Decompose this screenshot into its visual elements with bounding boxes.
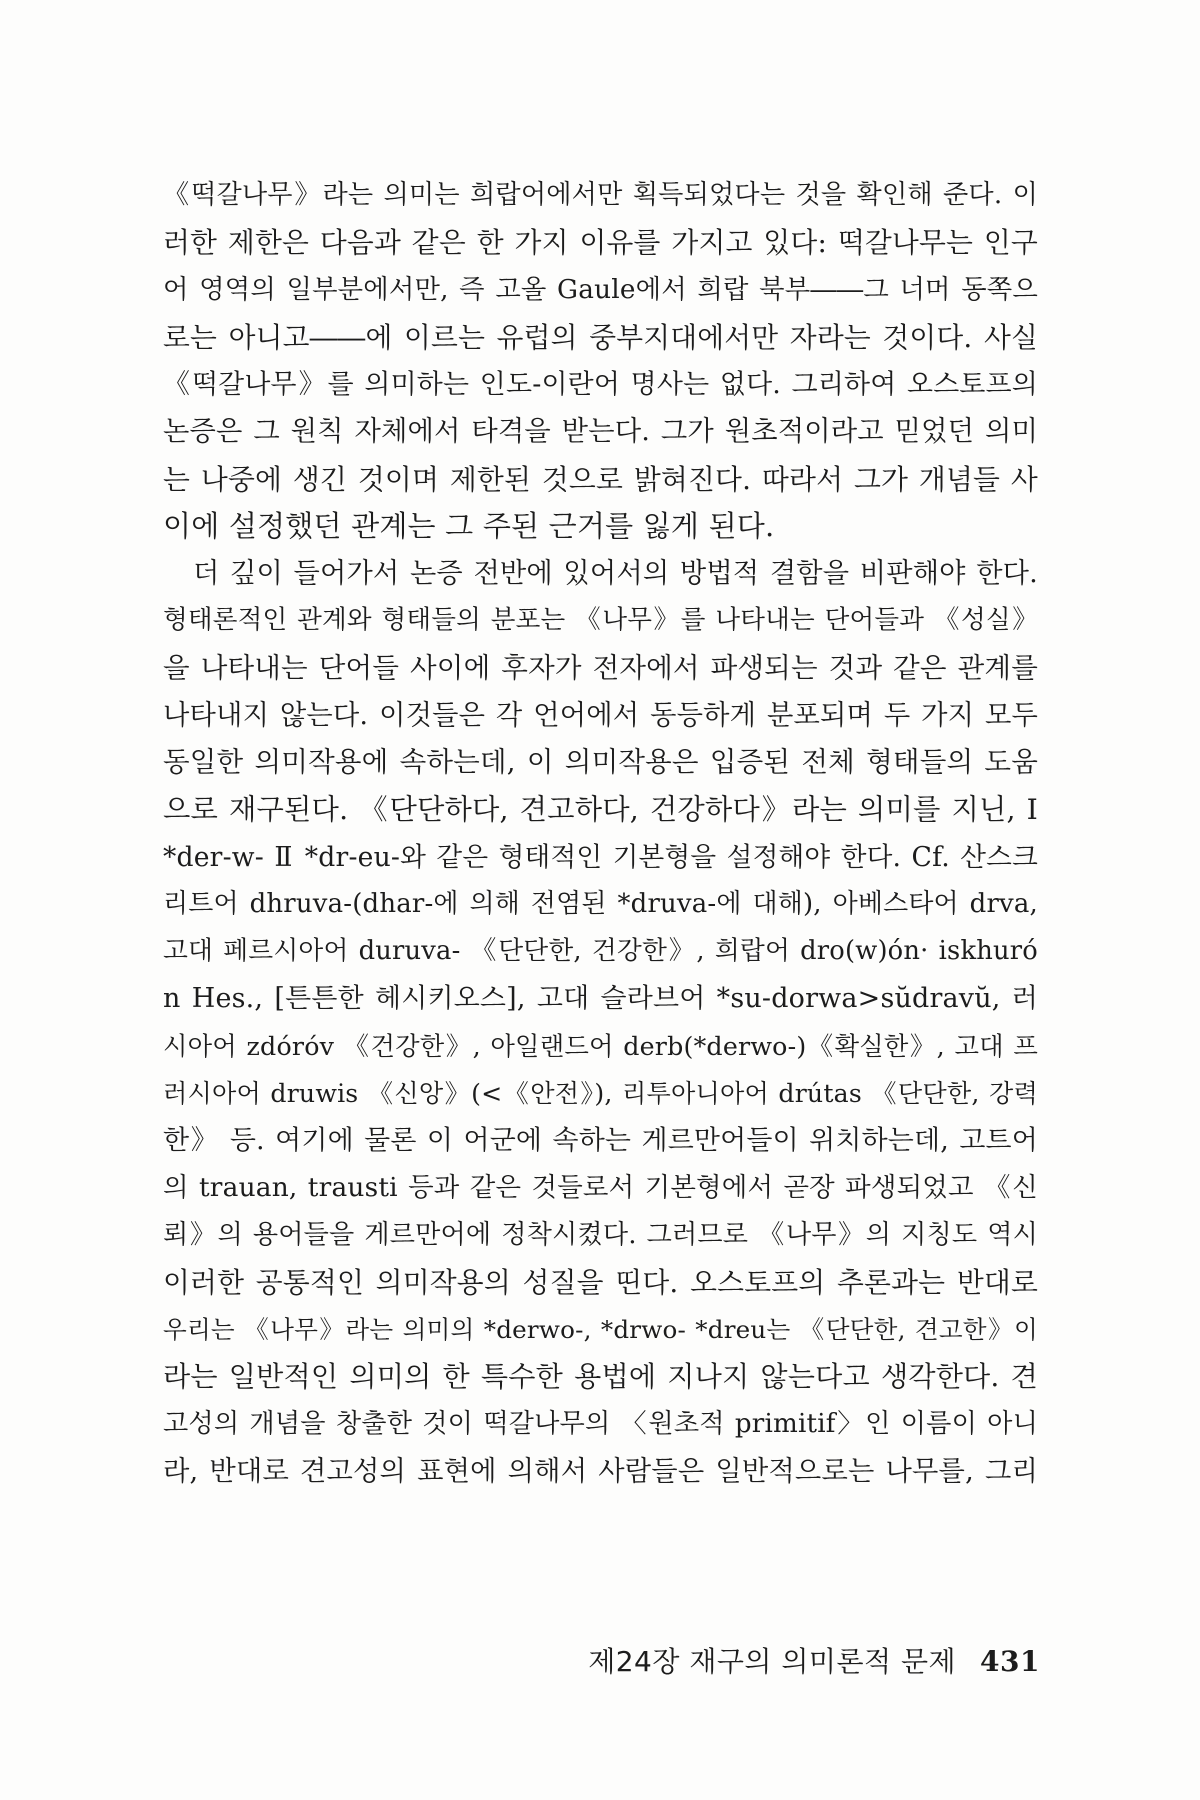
- text-line: 《떡갈나무》라는 의미는 희랍어에서만 획득되었다는 것을 확인해 준다. 이: [163, 180, 1038, 210]
- text-line: 이러한 공통적인 의미작용의 성질을 띤다. 오스토프의 추론과는 반대로: [163, 1265, 1038, 1299]
- paragraph-start-line: 더 깊이 들어가서 논증 전반에 있어서의 방법적 결함을 비판해야 한다.: [193, 558, 1038, 589]
- text-line: 우리는 《나무》라는 의미의 *derwo-, *drwo- *dreu는 《단단한, 견고한》이: [163, 1315, 1038, 1344]
- running-title: 제24장 재구의 의미론적 문제: [588, 1645, 957, 1678]
- text-line: 로는 아니고――에 이르는 유럽의 중부지대에서만 자라는 것이다. 사실: [163, 320, 1038, 354]
- text-line: 리트어 dhruva-(dhar-에 의해 전염된 *druva-에 대해), 아베스타어 drva,: [163, 888, 1038, 919]
- text-line: 나타내지 않는다. 이것들은 각 언어에서 동등하게 분포되며 두 가지 모두: [163, 699, 1038, 731]
- text-line: 라, 반대로 견고성의 표현에 의해서 사람들은 일반적으로는 나무를, 그리: [163, 1455, 1038, 1487]
- text-line: 라는 일반적인 의미의 한 특수한 용법에 지나지 않는다고 생각한다. 견: [163, 1360, 1038, 1394]
- text-line: *der-w- Ⅱ *dr-eu-와 같은 형태적인 기본형을 설정해야 한다. Cf. 산스크: [163, 841, 1038, 873]
- text-line: 시아어 zdórόv 《건강한》, 아일랜드어 derb(*derwo-)《확실한》, 고대 프: [163, 1030, 1038, 1061]
- text-line: 으로 재구된다. 《단단하다, 견고하다, 건강하다》라는 의미를 지닌, Ⅰ: [163, 793, 1038, 827]
- text-line: 형태론적인 관계와 형태들의 분포는 《나무》를 나타내는 단어들과 《성실》: [163, 605, 1038, 636]
- text-line: 러시아어 druwis 《신앙》(<《안전》), 리투아니아어 drútas 《단단한, 강력: [163, 1078, 1038, 1108]
- text-line: n Hes., [튼튼한 헤시키오스], 고대 슬라브어 *su-dorwa>sŭdravŭ, 러: [163, 983, 1038, 1015]
- text-line: 이에 설정했던 관계는 그 주된 근거를 잃게 된다.: [163, 508, 775, 543]
- page-number: 431: [980, 1645, 1040, 1678]
- text-line: 동일한 의미작용에 속하는데, 이 의미작용은 입증된 전체 형태들의 도움: [163, 746, 1038, 778]
- text-line: 는 나중에 생긴 것이며 제한된 것으로 밝혀진다. 따라서 그가 개념들 사: [163, 462, 1038, 496]
- text-line: 의 trauan, trausti 등과 같은 것들로서 기본형에서 곧장 파생되었고 《신: [163, 1172, 1038, 1204]
- text-line: 고성의 개념을 창출한 것이 떡갈나무의 〈원초적 primitif〉인 이름이 아니: [163, 1408, 1038, 1439]
- text-line: 《떡갈나무》를 의미하는 인도-이란어 명사는 없다. 그리하여 오스토프의: [163, 369, 1038, 400]
- text-line: 한》 등. 여기에 물론 이 어군에 속하는 게르만어들이 위치하는데, 고트어: [163, 1125, 1038, 1156]
- text-line: 어 영역의 일부분에서만, 즉 고올 Gaule에서 희랍 북부――그 너머 동쪽으: [163, 274, 1038, 305]
- body-text: [163, 172, 1038, 1495]
- text-line: 논증은 그 원칙 자체에서 타격을 받는다. 그가 원초적이라고 믿었던 의미: [163, 416, 1038, 448]
- text-line: 을 나타내는 단어들 사이에 후자가 전자에서 파생되는 것과 같은 관계를: [163, 651, 1038, 684]
- text-line: 뢰》의 용어들을 게르만어에 정착시켰다. 그러므로 《나무》의 지칭도 역시: [163, 1219, 1038, 1250]
- text-line: 고대 페르시아어 duruva- 《단단한, 건강한》, 희랍어 dro(w)ón· iskhuró: [163, 936, 1038, 966]
- text-line: 러한 제한은 다음과 같은 한 가지 이유를 가지고 있다: 떡갈나무는 인구: [163, 226, 1038, 260]
- page-footer: [588, 1640, 1040, 1680]
